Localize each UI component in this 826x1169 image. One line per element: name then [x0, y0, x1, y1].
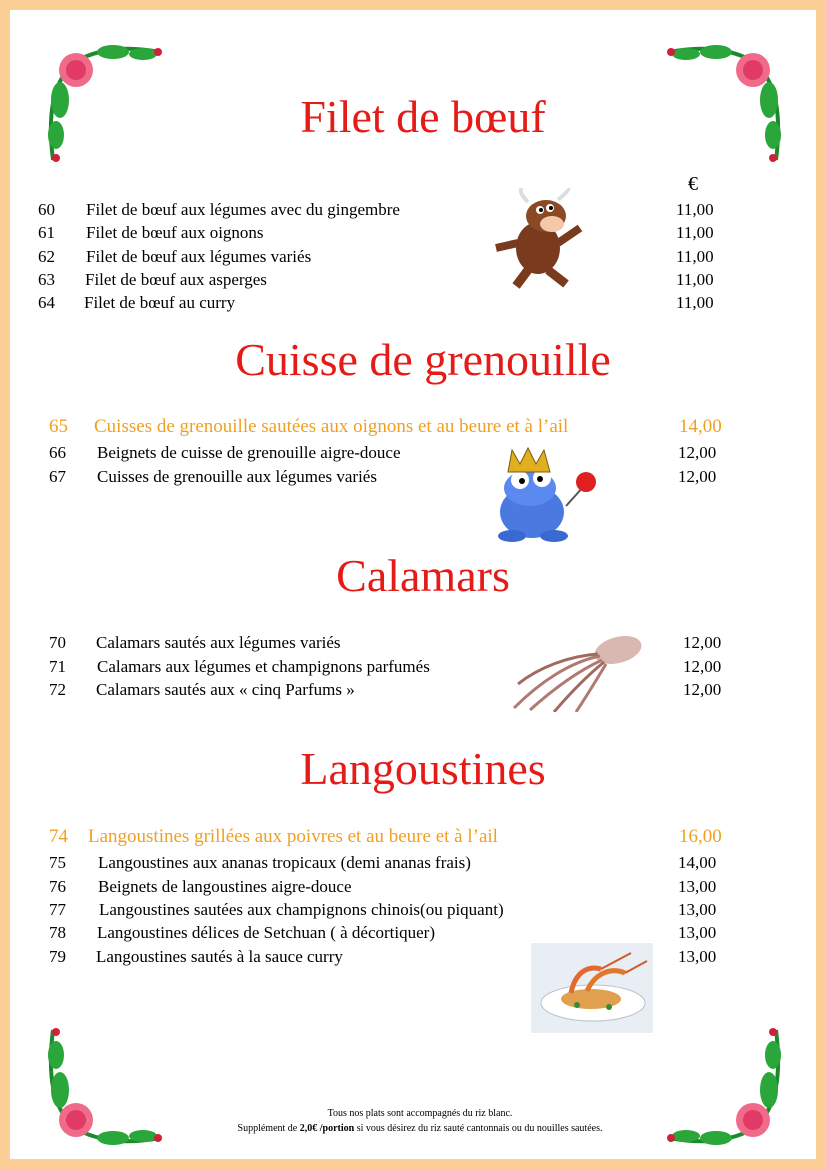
item-name: Langoustines sautées aux champignons chinois(ou piquant)	[99, 900, 504, 919]
item-price: 12,00	[683, 680, 722, 699]
footer-supplement-suffix: si vous désirez du riz sauté cantonnais ou du nouilles sautées.	[354, 1123, 603, 1134]
item-price: 13,00	[678, 947, 717, 966]
item-name: Filet de bœuf aux asperges	[85, 270, 267, 289]
item-name: Filet de bœuf aux légumes avec du gingembre	[86, 200, 400, 219]
item-price: 14,00	[679, 416, 722, 437]
currency-symbol: €	[688, 173, 698, 195]
item-number: 78	[49, 923, 66, 942]
item-name: Beignets de langoustines aigre-douce	[98, 877, 352, 896]
item-number: 79	[49, 947, 66, 966]
item-name: Calamars sautés aux légumes variés	[96, 633, 341, 652]
item-number: 66	[49, 443, 66, 462]
item-price: 13,00	[678, 877, 717, 896]
item-name: Langoustines grillées aux poivres et au beure et à l’ail	[88, 826, 498, 847]
section-title: Langoustines	[300, 743, 546, 794]
item-number: 77	[49, 900, 66, 919]
item-name: Calamars aux légumes et champignons parfumés	[97, 657, 430, 676]
squid-photo-icon	[510, 632, 644, 712]
item-name: Calamars sautés aux « cinq Parfums »	[96, 680, 355, 699]
item-number: 65	[49, 416, 68, 437]
section-title: Filet de bœuf	[300, 91, 546, 142]
item-number: 63	[38, 270, 55, 289]
item-name: Langoustines sautés à la sauce curry	[96, 947, 343, 966]
item-price: 11,00	[676, 223, 714, 242]
item-name: Langoustines aux ananas tropicaux (demi ananas frais)	[98, 853, 471, 872]
langoustine-dish-photo-icon	[531, 943, 653, 1033]
item-name: Cuisses de grenouille sautées aux oignons et au beure et à l’ail	[94, 416, 569, 437]
footer-supplement-prefix: Supplément de	[237, 1123, 300, 1134]
footer-note: Tous nos plats sont accompagnés du riz blanc.	[327, 1108, 513, 1119]
item-name: Filet de bœuf aux légumes variés	[86, 247, 312, 266]
footer-supplement	[7, 1122, 826, 1136]
cartoon-ox-icon	[488, 188, 588, 290]
item-number: 72	[49, 680, 66, 699]
frog-king-icon	[484, 446, 596, 548]
item-name: Cuisses de grenouille aux légumes variés	[97, 467, 377, 486]
item-price: 13,00	[678, 900, 717, 919]
item-price: 11,00	[676, 270, 714, 289]
item-price: 11,00	[676, 247, 714, 266]
item-price: 13,00	[678, 923, 717, 942]
item-price: 14,00	[678, 853, 717, 872]
item-price: 12,00	[678, 443, 717, 462]
item-price: 12,00	[683, 657, 722, 676]
item-name: Langoustines délices de Setchuan ( à décortiquer)	[97, 923, 435, 942]
item-number: 76	[49, 877, 66, 896]
item-number: 70	[49, 633, 66, 652]
item-price: 12,00	[683, 633, 722, 652]
item-number: 67	[49, 467, 66, 486]
item-number: 62	[38, 247, 55, 266]
item-number: 64	[38, 293, 55, 312]
item-price: 11,00	[676, 200, 714, 219]
item-price: 16,00	[679, 826, 722, 847]
item-number: 75	[49, 853, 66, 872]
item-name: Beignets de cuisse de grenouille aigre-douce	[97, 443, 401, 462]
item-name: Filet de bœuf au curry	[84, 293, 236, 312]
item-number: 74	[49, 826, 68, 847]
section-title: Calamars	[336, 550, 510, 601]
item-name: Filet de bœuf aux oignons	[86, 223, 264, 242]
item-price: 11,00	[676, 293, 714, 312]
section-title: Cuisse de grenouille	[235, 334, 611, 385]
item-number: 71	[49, 657, 66, 676]
footer-supplement-price: 2,0€ /portion	[299, 1123, 355, 1134]
item-number: 61	[38, 223, 55, 242]
item-number: 60	[38, 200, 55, 219]
item-price: 12,00	[678, 467, 717, 486]
